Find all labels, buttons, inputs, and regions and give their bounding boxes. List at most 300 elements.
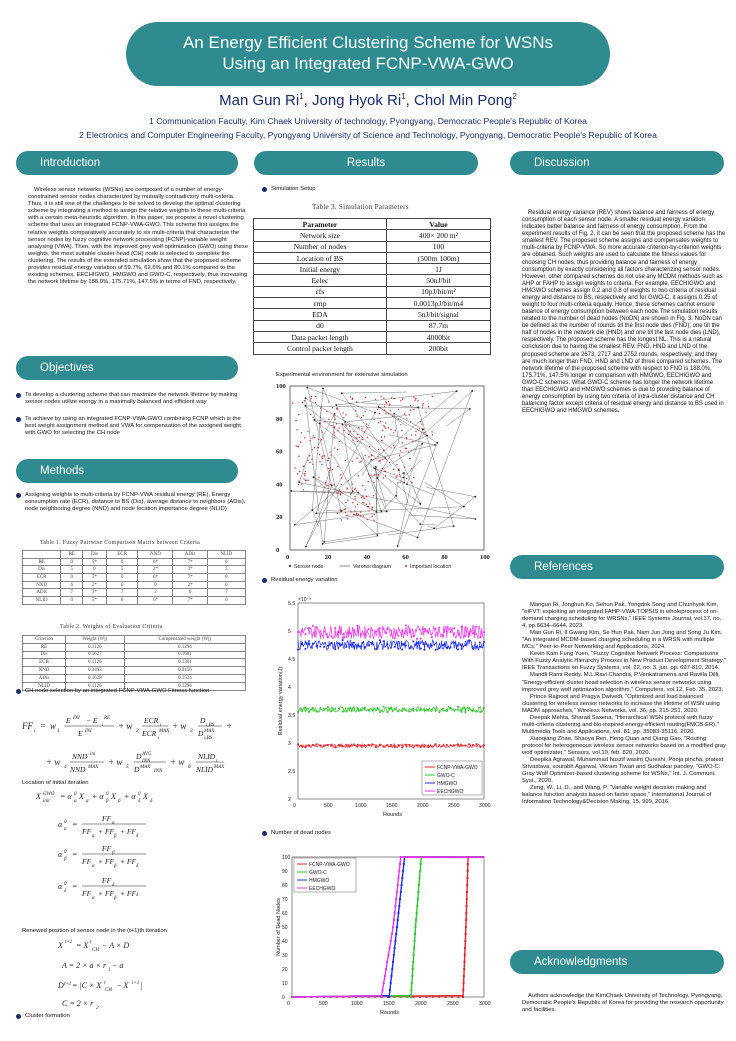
sensor-node-point <box>453 525 455 527</box>
table2-cell: 0.1627 <box>66 651 125 659</box>
important-location-point <box>338 441 339 442</box>
important-location-point <box>379 413 380 414</box>
series-marker <box>353 642 355 644</box>
svg-text:i,BS: i,BS <box>206 723 215 728</box>
series-marker <box>405 744 407 746</box>
series-marker <box>408 856 410 858</box>
important-location-point <box>328 401 329 402</box>
important-location-point <box>319 454 320 455</box>
important-location-point <box>396 464 397 465</box>
important-location-point <box>378 449 379 450</box>
important-location-point <box>338 427 339 428</box>
svg-text:+ w: + w <box>108 757 123 767</box>
svg-text:2: 2 <box>96 1006 99 1010</box>
important-location-point <box>298 484 299 485</box>
series-marker <box>400 856 402 858</box>
series-marker <box>383 706 385 708</box>
series-marker <box>383 745 385 747</box>
series-marker <box>375 630 377 632</box>
series-marker <box>334 708 336 710</box>
sensor-node-point <box>403 477 405 479</box>
x-axis-label: Rounds <box>383 812 402 818</box>
important-location-point <box>363 498 364 499</box>
series-marker <box>368 641 370 643</box>
series-marker <box>427 746 429 748</box>
sensor-node-point <box>434 444 436 446</box>
table1-header-6: NLID <box>207 551 245 559</box>
x-tick-label: 2500 <box>447 1001 459 1007</box>
series-marker <box>419 996 421 998</box>
table-row <box>254 286 491 297</box>
important-location-point <box>394 430 395 431</box>
important-location-point <box>319 461 320 462</box>
series-marker <box>465 856 467 858</box>
important-location-point <box>359 437 360 438</box>
important-location-point <box>367 436 368 437</box>
important-location-point <box>337 492 338 493</box>
series-marker <box>342 637 344 639</box>
series-marker <box>476 743 478 745</box>
series-marker <box>419 877 421 879</box>
table1-cell: 6* <box>138 597 173 605</box>
series-marker <box>364 707 366 709</box>
series-marker <box>323 745 325 747</box>
series-marker <box>353 629 355 631</box>
series-marker <box>357 625 359 627</box>
table3-cell: Control packet length <box>254 343 387 354</box>
x-tick-label: 500 <box>319 1001 328 1007</box>
table3-cell: Eelec <box>254 275 387 286</box>
important-location-point <box>360 461 361 462</box>
table1-header-2: Dis <box>83 551 107 559</box>
important-location-point <box>310 414 311 415</box>
sensor-node-point <box>426 435 428 437</box>
table1-caption: Table 1. Fuzzy Pairwise Comparison Matrix between Criteria <box>40 540 200 546</box>
important-location-point <box>366 423 367 424</box>
important-location-point <box>322 458 323 459</box>
important-location-point <box>363 431 364 432</box>
table1-cell: 5* <box>83 558 107 566</box>
important-location-point <box>340 491 341 492</box>
sensor-node-point <box>421 443 423 445</box>
x-tick-label: 0 <box>287 1001 290 1007</box>
series-marker <box>345 711 347 713</box>
table1-cell: NND <box>23 581 61 589</box>
svg-text:α: α <box>112 821 115 826</box>
svg-text:ECR: ECR <box>142 729 157 738</box>
series-marker <box>375 709 377 711</box>
series-marker <box>368 996 370 998</box>
series-marker <box>334 648 336 650</box>
important-location-point <box>359 462 360 463</box>
series-marker <box>398 905 400 907</box>
sensor-node-point <box>298 481 300 483</box>
table1-cell: 7* <box>173 597 207 605</box>
series-marker <box>468 743 470 745</box>
table-row <box>254 275 491 286</box>
svg-text:0: 0 <box>138 792 141 797</box>
series-marker <box>465 711 467 713</box>
important-location-point <box>384 471 385 472</box>
important-location-point <box>360 515 361 516</box>
sensor-node-point <box>323 541 325 543</box>
important-location-point <box>358 514 359 515</box>
x-tick-label: 1000 <box>351 1001 363 1007</box>
svg-text:E: E <box>66 716 71 725</box>
table1-cell: 5 <box>207 566 245 574</box>
svg-text:3: 3 <box>190 728 193 734</box>
important-location-point <box>349 426 350 427</box>
important-location-point <box>340 474 341 475</box>
important-location-point <box>334 435 335 436</box>
reference-item: Prince Rajpoot and Pragya Dwivedi, "Optimized and load balanced clustering for wireless sensor networks to increase the lifetime of WSN using MADM approaches," Wireless Networks, vol. 36, pp. 215-251, 2020. <box>522 693 720 714</box>
important-location-point <box>311 459 312 460</box>
series-marker <box>401 710 403 712</box>
important-location-point <box>401 430 402 431</box>
sensor-node-point <box>334 413 336 415</box>
series-marker <box>450 631 452 633</box>
series-marker <box>450 646 452 648</box>
important-location-point <box>329 470 330 471</box>
important-location-point <box>296 429 297 430</box>
important-location-point <box>357 441 358 442</box>
series-marker <box>319 708 321 710</box>
series-marker <box>386 628 388 630</box>
important-location-point <box>347 499 348 500</box>
important-location-point <box>383 477 384 478</box>
table3-cell: 50nJ/bit <box>386 275 490 286</box>
important-location-point <box>330 484 331 485</box>
important-location-point <box>369 446 370 447</box>
series-marker <box>431 645 433 647</box>
svg-text:δ: δ <box>136 864 139 869</box>
table2-cell: NLID <box>23 682 66 690</box>
sensor-node-point <box>344 421 346 423</box>
important-location-point <box>343 430 344 431</box>
important-location-point <box>328 468 329 469</box>
svg-text:β: β <box>114 896 117 901</box>
important-location-point <box>386 402 387 403</box>
important-location-point <box>332 469 333 470</box>
y-tick-label: 60 <box>276 448 283 456</box>
important-location-point <box>388 401 389 402</box>
introduction-text: Wireless sensor networks (WSNs) are composed of a number of energy-constrained sensor nodes characterized by mutually contradictory multi-criteria. Thus, it is still one of the challenges to be solved to develop the optimal clustering scheme by integrating a method to assign the relative weights to these multi-criteria with a certain meta-heuristic algorithm. In this paper, we propose a novel clustering scheme that uses an integrated FCNP-VWA-GWO. This scheme first assigns the relative weights comparatively accurately to six multi-criteria that characterize the sensor nodes by fuzzy cognitive network processing (FCNP)-variable weight analysing (VWA). Then, with the improved grey wolf optimization (GWO) using these weights, the most suitable cluster head (CH) node is selected to complete the clustering. The results of the extended simulation show that the proposed scheme provides residual energy variation of 59.7%, 62.6% and 80.1% compared to the existing schemes, EECHIGWO, HMGWO and GWO-C, respectively, thus increasing the network lifetime by 188.0%, 175.71%, 147.5% in terms of FND, respectively. <box>28 187 249 286</box>
series-marker <box>483 641 485 643</box>
series-marker <box>435 743 437 745</box>
series-marker <box>349 707 351 709</box>
important-location-point <box>318 477 319 478</box>
important-location-point <box>357 434 358 435</box>
important-location-point <box>366 496 367 497</box>
important-location-point <box>413 477 414 478</box>
svg-text:α: α <box>92 834 95 839</box>
acknowledgments-text: Authors acknowledge the KimChaek University of Technology, Pyongyang, Democratic People's Republic of Korea for providing the research opportunity and facilities. <box>522 993 724 1014</box>
svg-text:INN: INN <box>142 759 151 764</box>
legend-label: FCNP-VWA-GWO <box>309 862 350 868</box>
sensor-node-point <box>469 408 471 410</box>
series-marker <box>481 856 483 858</box>
sensor-node-point <box>403 482 405 484</box>
svg-text:D: D <box>134 765 140 774</box>
important-location-point <box>400 481 401 482</box>
svg-text:+ w: + w <box>46 757 61 767</box>
sensor-node-point <box>395 495 397 497</box>
svg-text:X: X <box>111 792 116 801</box>
series-marker <box>308 711 310 713</box>
important-location-point <box>414 400 415 401</box>
important-location-point <box>352 460 353 461</box>
series-marker <box>427 644 429 646</box>
important-location-point <box>400 424 401 425</box>
series-marker <box>372 629 374 631</box>
series-marker <box>465 635 467 637</box>
important-location-point <box>373 495 374 496</box>
series-marker <box>414 933 416 935</box>
table1-header-5: ADis <box>173 551 207 559</box>
series-marker <box>465 644 467 646</box>
important-location-point <box>328 419 329 420</box>
series-marker <box>331 636 333 638</box>
important-location-point <box>318 447 319 448</box>
svg-text:ini: ini <box>90 752 96 757</box>
series-marker <box>395 933 397 935</box>
series-marker <box>301 630 303 632</box>
series-marker <box>398 635 400 637</box>
important-location-point <box>373 467 374 468</box>
series-marker <box>390 744 392 746</box>
x-tick-label: 2000 <box>417 803 429 809</box>
important-location-point <box>390 410 391 411</box>
series-marker <box>398 648 400 650</box>
reference-item: Mangun Ri, Jonghun Ko, Sehun Pak, Yongdok Song and Chunhyok Kim, "eIFVT: exploiting an integrated FAHP-VWA-TOPSIS in wholeprocess of on-demand charging scheduling for WRSNs," IEEE Systems Journal, vol.17, no. 4, pp.6634–6644, 2023. <box>522 602 722 630</box>
fitness-function-formula <box>18 705 250 775</box>
table2-cell: 0.3493 <box>66 667 125 675</box>
svg-text:β: β <box>106 799 109 804</box>
series-marker <box>463 968 465 970</box>
series-marker <box>383 628 385 630</box>
svg-text:X: X <box>79 792 84 801</box>
series-marker <box>342 639 344 641</box>
svg-text:+ FF: + FF <box>98 827 115 836</box>
important-location-point <box>382 468 383 469</box>
simulation-setup-label: Simulation Setup <box>262 186 316 192</box>
series-marker <box>393 954 395 956</box>
table3-cell: 1J <box>386 264 490 275</box>
table3-simulation-parameters <box>253 218 491 355</box>
series-marker <box>424 708 426 710</box>
svg-text:FF: FF <box>82 857 92 866</box>
important-location-point <box>396 475 397 476</box>
series-marker <box>405 625 407 627</box>
series-marker <box>394 637 396 639</box>
sensor-node-point <box>313 476 315 478</box>
series-marker <box>390 975 392 977</box>
series-marker <box>473 856 475 858</box>
series-marker <box>453 627 455 629</box>
important-location-point <box>295 420 296 421</box>
series-marker <box>472 632 474 634</box>
important-location-point <box>294 467 295 468</box>
series-marker <box>395 898 397 900</box>
table1-cell: 7* <box>173 558 207 566</box>
y-tick-label: 80 <box>282 883 288 889</box>
series-marker <box>394 947 396 949</box>
important-location-point <box>350 511 351 512</box>
series-marker <box>327 645 329 647</box>
important-location-point <box>333 415 334 416</box>
svg-text:1: 1 <box>57 728 60 734</box>
objective-1: To develop a clustering scheme that can maximize the network lifetime by making sensor nodes utilize energy in a maximally balanced and efficient way <box>16 392 248 406</box>
series-marker <box>403 863 405 865</box>
important-location-point <box>365 397 366 398</box>
important-location-point <box>354 498 355 499</box>
series-marker <box>438 996 440 998</box>
table3-cell: 100 <box>386 241 490 252</box>
series-marker <box>446 710 448 712</box>
svg-text:α: α <box>58 850 63 859</box>
svg-text:=: = <box>72 820 78 829</box>
important-location-point <box>380 395 381 396</box>
series-marker <box>461 648 463 650</box>
series-marker <box>438 744 440 746</box>
series-marker <box>458 996 460 998</box>
table1-cell: 2* <box>83 581 107 589</box>
important-location-point <box>432 434 433 435</box>
series-marker <box>442 856 444 858</box>
title-line-1: An Energy Efficient Clustering Scheme for WSNs <box>182 33 554 52</box>
series-marker <box>420 746 422 748</box>
series-marker <box>394 646 396 648</box>
svg-text:β: β <box>114 864 117 869</box>
y-tick-label: 0 <box>276 547 280 554</box>
svg-text:+ α: + α <box>92 792 104 801</box>
series-marker <box>390 707 392 709</box>
series-marker <box>372 709 374 711</box>
svg-text:β: β <box>114 834 117 839</box>
sensor-node-point <box>419 503 421 505</box>
series-marker <box>420 648 422 650</box>
series-marker <box>442 644 444 646</box>
table3-cell: 87.7m <box>386 320 490 331</box>
series-marker <box>461 856 463 858</box>
svg-text:CH: CH <box>105 988 112 993</box>
x-axis-label: Rounds <box>380 1010 399 1016</box>
table1-cell: 6 <box>61 581 83 589</box>
table1-cell: 6 <box>106 581 138 589</box>
series-marker <box>416 642 418 644</box>
series-marker <box>401 630 403 632</box>
important-location-point <box>348 434 349 435</box>
series-marker <box>416 710 418 712</box>
important-location-point <box>413 396 414 397</box>
table1-fuzzy-matrix <box>22 550 246 605</box>
renewed-position-label: Renewed position of sensor node in the (t+1)th iteration <box>22 928 167 934</box>
important-location-point <box>343 509 344 510</box>
svg-text:C = 2 × r: C = 2 × r <box>62 999 94 1008</box>
series-marker <box>465 926 467 928</box>
important-location-point <box>379 407 380 408</box>
table3-cell: 400× 200 m² <box>386 230 490 241</box>
important-location-point <box>400 450 401 451</box>
important-location-point <box>390 447 391 448</box>
table1-cell: 0 <box>138 581 173 589</box>
svg-text:MAX: MAX <box>159 729 170 734</box>
series-marker <box>398 710 400 712</box>
important-location-point <box>372 507 373 508</box>
important-location-point <box>374 474 375 475</box>
important-location-point <box>412 441 413 442</box>
important-location-point <box>406 438 407 439</box>
table-row <box>23 574 246 582</box>
sensor-node-point <box>376 534 378 536</box>
important-location-point <box>362 485 363 486</box>
important-location-point <box>432 396 433 397</box>
important-location-point <box>398 409 399 410</box>
table3-cell: Network size <box>254 230 387 241</box>
important-location-point <box>378 422 379 423</box>
svg-text:D: D <box>200 716 206 725</box>
svg-text:− a: − a <box>112 961 124 970</box>
series-marker <box>413 996 415 998</box>
dead-nodes-chart <box>276 847 492 1022</box>
series-marker <box>360 645 362 647</box>
y-tick-label: 40 <box>282 939 288 945</box>
sensor-node-point <box>352 490 354 492</box>
table1-cell: 0 <box>207 574 245 582</box>
important-location-point <box>385 427 386 428</box>
sensor-node-point <box>456 390 458 392</box>
series-marker <box>431 746 433 748</box>
series-marker <box>420 709 422 711</box>
series-marker <box>462 996 464 998</box>
important-location-point <box>385 422 386 423</box>
important-location-point <box>421 424 422 425</box>
important-location-point <box>331 425 332 426</box>
important-location-point <box>348 480 349 481</box>
sensor-node-point <box>341 392 343 394</box>
important-location-point <box>392 415 393 416</box>
important-location-point <box>339 489 340 490</box>
important-location-point <box>431 431 432 432</box>
svg-text:δ: δ <box>64 889 67 894</box>
sensor-node-point <box>377 477 379 479</box>
svg-text:MAX: MAX <box>88 765 99 770</box>
series-marker <box>427 632 429 634</box>
table-row <box>254 241 491 252</box>
table1-cell: NLID <box>23 597 61 605</box>
important-location-point <box>406 478 407 479</box>
svg-text:+ w: + w <box>118 721 133 731</box>
svg-text:t: t <box>90 940 92 945</box>
important-location-point <box>385 471 386 472</box>
important-location-point <box>399 474 400 475</box>
series-marker <box>424 649 426 651</box>
important-location-point <box>399 455 400 456</box>
important-location-point <box>341 519 342 520</box>
svg-text:=: = <box>72 850 78 859</box>
dead-nodes-chart-label: Number of dead nodes <box>262 830 331 836</box>
series-marker <box>379 639 381 641</box>
cluster-formation-label: Cluster formation <box>16 1013 70 1019</box>
important-location-point <box>302 402 303 403</box>
table1-cell: 6* <box>138 574 173 582</box>
important-location-point <box>373 481 374 482</box>
important-location-point <box>347 515 348 516</box>
important-location-point <box>377 409 378 410</box>
series-marker <box>317 996 319 998</box>
series-marker <box>316 645 318 647</box>
author-3-sup: 2 <box>512 92 517 101</box>
